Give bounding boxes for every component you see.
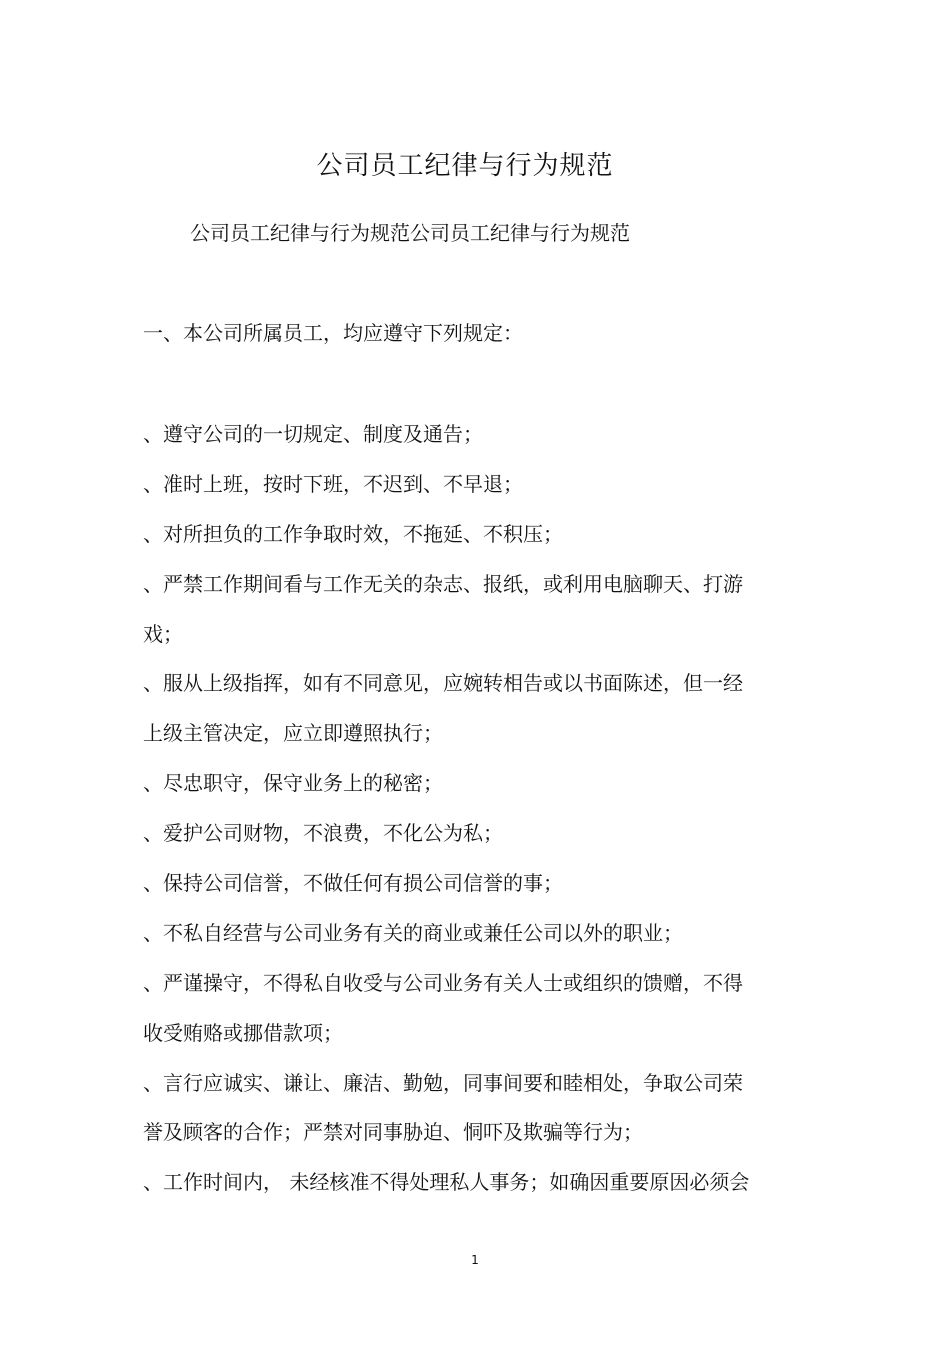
rule-line: 、遵守公司的一切规定、制度及通告； — [143, 422, 483, 446]
rule-line: 、准时上班，按时下班，不迟到、不早退； — [143, 471, 523, 496]
section-heading: 一、本公司所属员工，均应遵守下列规定： — [143, 321, 523, 345]
page-number: 1 — [471, 1253, 479, 1267]
rule-line: 、严谨操守，不得私自收受与公司业务有关人士或组织的馈赠，不得 — [143, 970, 743, 995]
rule-line: 、言行应诚实、谦让、廉洁、勤勉，同事间要和睦相处，争取公司荣 — [143, 1070, 743, 1095]
rule-line: 上级主管决定，应立即遵照执行； — [143, 721, 443, 746]
document-subtitle: 公司员工纪律与行为规范公司员工纪律与行为规范 — [190, 221, 630, 245]
rule-line: 、服从上级指挥，如有不同意见，应婉转相告或以书面陈述，但一经 — [143, 671, 743, 696]
rule-line: 誉及顾客的合作；严禁对同事胁迫、恫吓及欺骗等行为； — [143, 1120, 643, 1145]
rule-line: 、爱护公司财物，不浪费，不化公为私； — [143, 821, 503, 846]
document-title: 公司员工纪律与行为规范 — [316, 151, 614, 181]
rule-line: 、尽忠职守，保守业务上的秘密； — [143, 771, 443, 796]
rule-line: 收受贿赂或挪借款项； — [143, 1020, 343, 1045]
rules-list — [143, 417, 783, 1215]
rule-line: 戏； — [143, 621, 183, 646]
rule-line: 、严禁工作期间看与工作无关的杂志、报纸，或利用电脑聊天、打游 — [143, 571, 743, 596]
rule-line: 、对所担负的工作争取时效，不拖延、不积压； — [143, 521, 563, 546]
rule-line: 、保持公司信誉，不做任何有损公司信誉的事； — [143, 871, 563, 896]
rule-line: 、工作时间内， 未经核准不得处理私人事务；如确因重要原因必须会 — [143, 1170, 750, 1195]
rule-line: 、不私自经营与公司业务有关的商业或兼任公司以外的职业； — [143, 920, 683, 945]
